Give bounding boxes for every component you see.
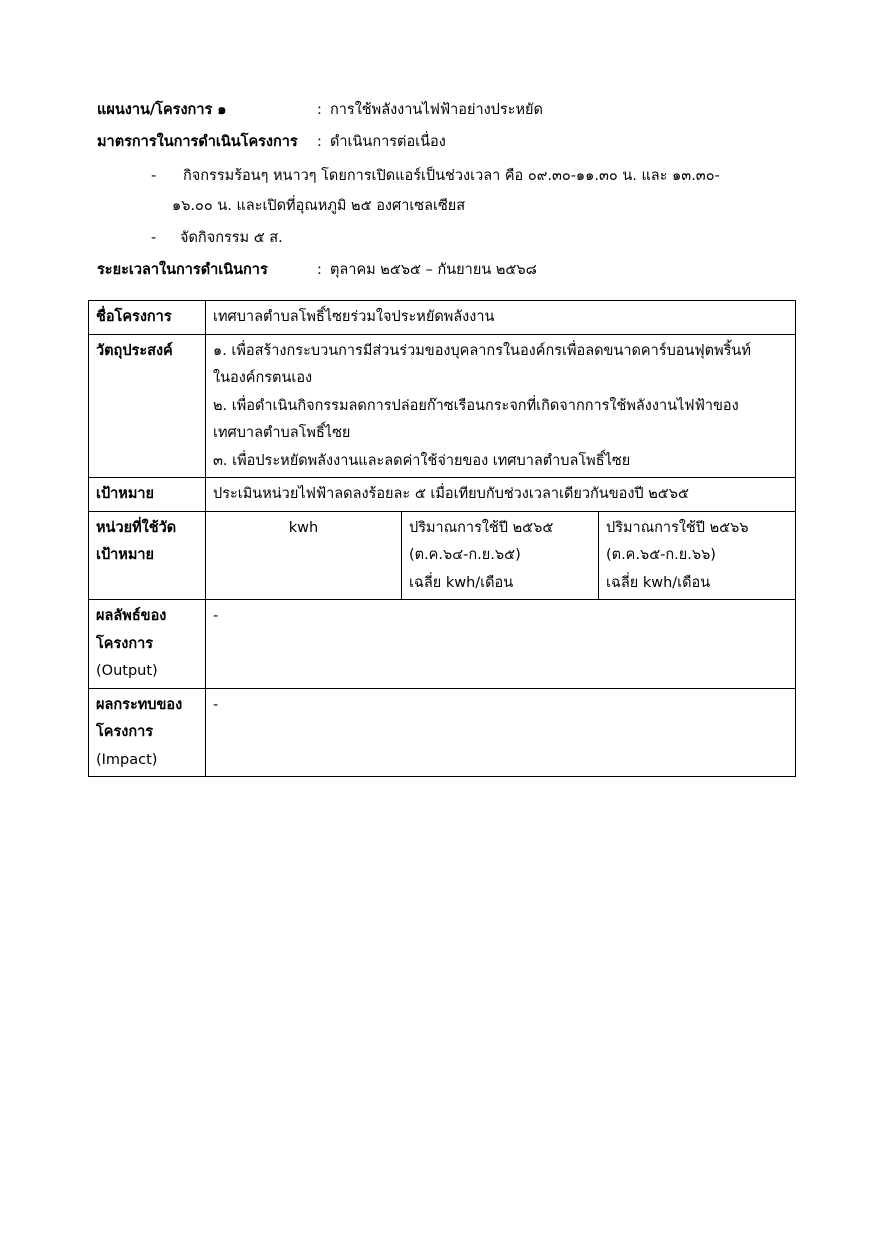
year2-usage-line: เฉลี่ย kwh/เดือน [606, 574, 711, 591]
output-label-line: (Output) [96, 663, 158, 679]
period-label: ระยะเวลาในการดำเนินการ [97, 262, 268, 278]
year1-usage-line: (ต.ค.๖๔-ก.ย.๖๕) [409, 547, 521, 563]
year2-usage-line: (ต.ค.๖๕-ก.ย.๖๖) [606, 547, 716, 563]
target-label: เป้าหมาย [89, 478, 206, 512]
objective-line: ในองค์กรตนเอง [213, 370, 313, 386]
measures-row [97, 132, 446, 152]
year1-usage-line: ปริมาณการใช้ปี ๒๕๖๕ [409, 519, 554, 536]
period-row [97, 260, 537, 280]
project-name-value: เทศบาลตำบลโพธิ์ไซยร่วมใจประหยัดพลังงาน [206, 301, 796, 335]
plan-label: แผนงาน/โครงการ ๑ [97, 102, 227, 118]
objective-line: ๒. เพื่อดำเนินกิจกรรมลดการปล่อยก๊าซเรือนกระจกที่เกิดจากการใช้พลังงานไฟฟ้าของ [213, 397, 739, 414]
unit-label-line: เป้าหมาย [96, 547, 155, 563]
unit-label-line: หน่วยที่ใช้วัด [96, 519, 177, 536]
bullet-line: จัดกิจกรรม ๕ ส. [180, 230, 283, 246]
plan-row [97, 100, 543, 120]
bullet-text [172, 161, 720, 221]
period-value: ตุลาคม ๒๕๖๕ – กันยายน ๒๕๖๘ [330, 262, 537, 278]
output-label [89, 600, 206, 689]
unit-label [89, 511, 206, 600]
bullet-dash: - [151, 230, 157, 246]
bullet-dash: - [151, 168, 157, 184]
impact-label-line: (Impact) [96, 751, 158, 768]
table-row [89, 600, 796, 689]
bullet-text [180, 223, 283, 253]
target-value: ประเมินหน่วยไฟฟ้าลดลงร้อยละ ๕ เมื่อเทียบกับช่วงเวลาเดียวกันของปี ๒๕๖๕ [206, 478, 796, 512]
objective-line: เทศบาลตำบลโพธิ์ไซย [213, 425, 351, 441]
project-table [88, 300, 796, 777]
table-row [89, 334, 796, 478]
table-row [89, 511, 796, 600]
period-colon: : [317, 262, 322, 278]
output-label-line: โครงการ [96, 635, 154, 652]
unit-value: kwh [206, 511, 402, 600]
year1-usage [402, 511, 599, 600]
bullet-line: ๑๖.๐๐ น. และเปิดที่อุณหภูมิ ๒๕ องศาเซลเซียส [172, 198, 466, 214]
table-row [89, 688, 796, 777]
measures-value: ดำเนินการต่อเนื่อง [330, 134, 446, 150]
output-value: - [206, 600, 796, 689]
year2-usage [599, 511, 796, 600]
table-row [89, 478, 796, 512]
output-label-line: ผลลัพธ์ของ [96, 608, 167, 624]
impact-label [89, 688, 206, 777]
measures-label: มาตรการในการดำเนินโครงการ [97, 134, 298, 150]
objective-line: ๑. เพื่อสร้างกระบวนการมีส่วนร่วมของบุคลากรในองค์กรเพื่อลดขนาดคาร์บอนฟุตพริ้นท์ [213, 342, 751, 359]
objective-label: วัตถุประสงค์ [89, 334, 206, 478]
table-row [89, 301, 796, 335]
impact-value: - [206, 688, 796, 777]
bullet-line: กิจกรรมร้อนๆ หนาวๆ โดยการเปิดแอร์เป็นช่วงเวลา คือ ๐๙.๓๐-๑๑.๓๐ น. และ ๑๓.๓๐- [183, 168, 720, 184]
plan-value: การใช้พลังงานไฟฟ้าอย่างประหยัด [330, 102, 543, 118]
project-name-label: ชื่อโครงการ [89, 301, 206, 335]
objective-value [206, 334, 796, 478]
plan-colon: : [317, 102, 322, 118]
impact-label-line: โครงการ [96, 724, 154, 740]
year2-usage-line: ปริมาณการใช้ปี ๒๕๖๖ [606, 519, 749, 536]
measures-colon: : [317, 134, 322, 150]
year1-usage-line: เฉลี่ย kwh/เดือน [409, 574, 514, 591]
objective-line: ๓. เพื่อประหยัดพลังงานและลดค่าใช้จ่ายของ เทศบาลตำบลโพธิ์ไซย [213, 452, 631, 469]
impact-label-line: ผลกระทบของ [96, 696, 183, 713]
